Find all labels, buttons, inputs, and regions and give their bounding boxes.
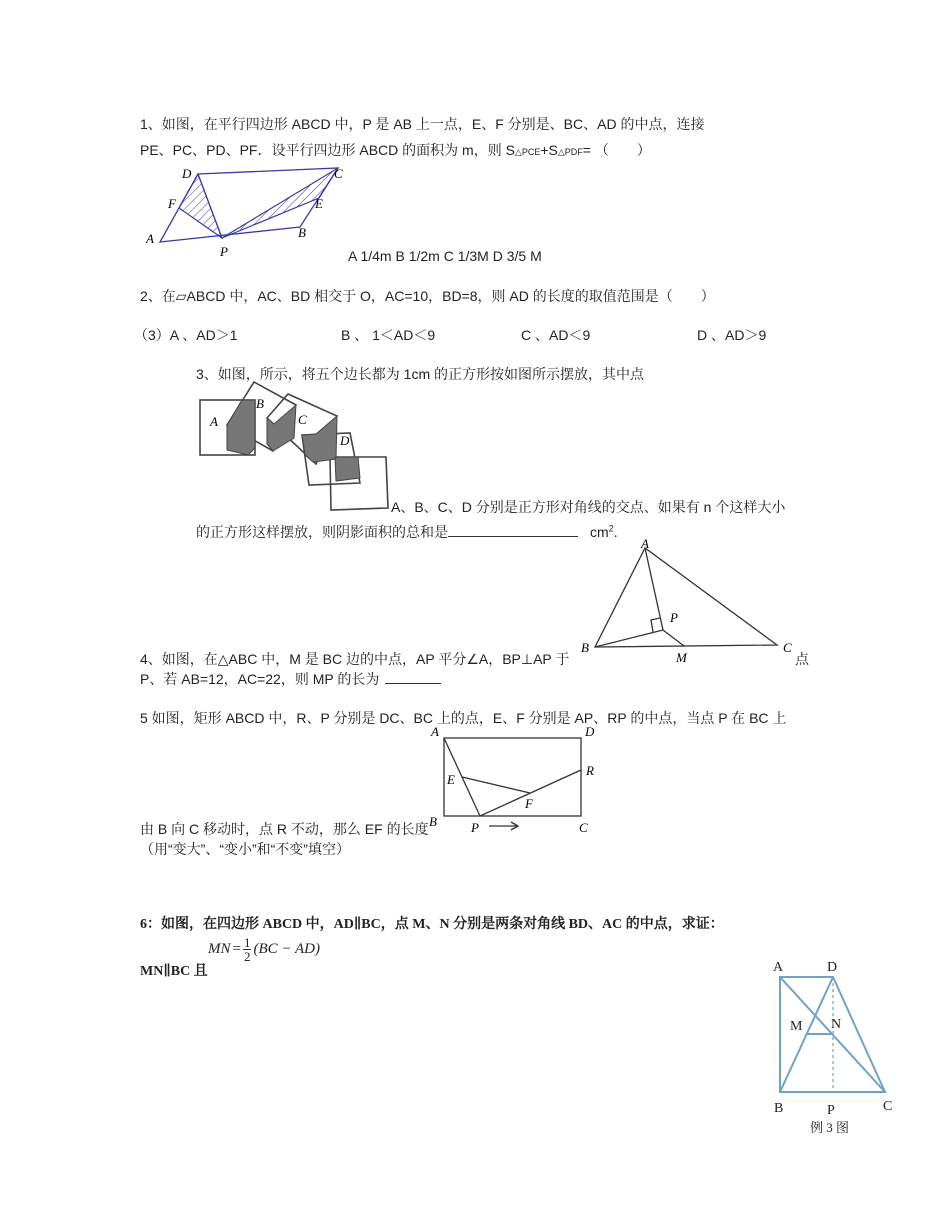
q5-label-f: F xyxy=(525,796,533,811)
q1-label-f: F xyxy=(168,196,176,211)
q5-label-e: E xyxy=(447,772,455,787)
q6-formula-fraction xyxy=(243,936,252,963)
q4-right-angle xyxy=(651,618,660,632)
q4-line1: 4、如图，在△ABC 中，M 是 BC 边的中点，AP 平分∠A，BP⊥AP 于 xyxy=(140,651,570,667)
q5-ef xyxy=(462,777,530,793)
q2-option-c: C 、AD＜9 xyxy=(521,327,591,343)
q1-parallelogram-figure xyxy=(140,160,360,260)
q3-label-a: A xyxy=(210,414,218,429)
q5-label-d: D xyxy=(585,724,595,739)
q6-formula-rhs: (BC − AD) xyxy=(253,941,320,957)
q1-line1: 1、如图，在平行四边形 ABCD 中，P 是 AB 上一点，E、F 分别是、BC、AD 的中点，连接 xyxy=(140,116,705,132)
q5-label-p: P xyxy=(471,820,479,835)
q5-rectangle-figure xyxy=(425,722,610,840)
q6-formula-lhs: MN xyxy=(208,941,231,957)
q6-caption: 例 3 图 xyxy=(810,1120,850,1135)
q3-answer-blank[interactable] xyxy=(448,522,578,537)
q6-formula-den: 2 xyxy=(243,949,251,964)
q4-triangle-figure xyxy=(578,536,803,666)
q5-line2: 由 B 向 C 移动时，点 R 不动，那么 EF 的长度 xyxy=(140,821,429,837)
q5-label-b: B xyxy=(429,814,437,829)
q6-label-b: B xyxy=(774,1101,784,1116)
q5-line3: （用“变大”、“变小”和“不变”填空） xyxy=(140,841,350,857)
q2-option-b: B 、 1＜AD＜9 xyxy=(341,327,436,343)
q5-label-c: C xyxy=(579,820,588,835)
q2-option-d: D 、AD＞9 xyxy=(697,327,767,343)
q4-line2 xyxy=(140,669,441,689)
q1-label-b: B xyxy=(298,225,306,240)
q5-line1: 5 如图，矩形 ABCD 中，R、P 分别是 DC、BC 上的点，E、F 分别是 AP、RP 的中点，当点 P 在 BC 上 xyxy=(140,710,787,726)
q3-label-c: C xyxy=(298,412,307,427)
q3-squares-figure xyxy=(190,378,400,518)
q3-line1: 3、如图，所示，将五个边长都为 1cm 的正方形按如图所示摆放，其中点 xyxy=(196,366,645,382)
q3-shade-4 xyxy=(335,457,360,481)
q3-label-d: D xyxy=(340,433,350,448)
q3-label-b: B xyxy=(256,396,264,411)
q4-line2-text: P、若 AB=12，AC=22，则 MP 的长为 xyxy=(140,671,380,687)
q1-label-a: A xyxy=(146,231,154,246)
q4-tail: 点 xyxy=(795,651,809,667)
q5-label-a: A xyxy=(431,724,439,739)
q6-label-a: A xyxy=(773,960,784,975)
q6-trapezoid-figure xyxy=(765,952,905,1142)
q4-label-p: P xyxy=(670,610,678,625)
q6-label-c: C xyxy=(883,1099,893,1114)
q3-end: . xyxy=(613,524,618,540)
q5-label-r: R xyxy=(586,763,594,778)
q4-pm xyxy=(663,630,684,646)
q6-label-m: M xyxy=(790,1019,803,1034)
q1-label-p: P xyxy=(220,244,228,259)
q3-shade-3 xyxy=(302,416,337,462)
q4-triangle xyxy=(595,548,777,647)
q1-options: A 1/4m B 1/2m C 1/3M D 3/5 M xyxy=(348,248,542,264)
q6-label-p: P xyxy=(827,1103,835,1118)
q1-plus: +S xyxy=(540,142,558,158)
q3-unit: cm xyxy=(590,524,609,540)
q4-label-c: C xyxy=(783,640,792,655)
q1-label-e: E xyxy=(315,196,323,211)
q4-answer-blank[interactable] xyxy=(385,669,441,684)
q3-line3-text: 的正方形这样摆放，则阴影面积的总和是 xyxy=(196,524,448,540)
q6-label-d: D xyxy=(827,960,838,975)
q4-label-m: M xyxy=(676,650,687,665)
q1-line2-prefix: PE、PC、PD、PF．设平行四边形 ABCD 的面积为 m，则 S xyxy=(140,142,515,158)
q6-line2: MN∥BC 且 xyxy=(140,964,208,979)
q4-bp xyxy=(595,630,663,647)
q1-label-c: C xyxy=(334,166,343,181)
q4-ap xyxy=(645,548,663,630)
q1-label-d: D xyxy=(182,166,192,181)
q3-line3 xyxy=(196,522,618,542)
q6-formula xyxy=(208,936,320,963)
q4-label-b: B xyxy=(581,640,589,655)
q1-shaded-pdf xyxy=(179,174,222,238)
q1-line2 xyxy=(140,140,651,160)
q6-line1: 6：如图，在四边形 ABCD 中，AD∥BC，点 M、N 分别是两条对角线 BD、AC 的中点，求证： xyxy=(140,917,724,932)
q3-shade-1 xyxy=(227,400,255,455)
q6-formula-eq: = xyxy=(232,941,241,957)
q3-line2: A、B、C、D 分别是正方形对角线的交点、如果有 n 个这样大小 xyxy=(391,499,786,515)
q2-line1: 2、在▱ABCD 中，AC、BD 相交于 O，AC=10，BD=8，则 AD 的长度的取值范围是（ ） xyxy=(140,288,715,304)
q6-label-n: N xyxy=(831,1017,842,1032)
q1-line2-suffix: = （ ） xyxy=(582,142,651,158)
q6-formula-num: 1 xyxy=(243,935,251,950)
q1-sub-pce: △PCE xyxy=(514,147,541,157)
q1-sub-pdf: △PDF xyxy=(557,147,583,157)
q4-label-a: A xyxy=(641,536,649,551)
q2-option-a: （3）A 、AD＞1 xyxy=(134,327,238,343)
q3-unit-sup: 2 xyxy=(608,523,614,534)
